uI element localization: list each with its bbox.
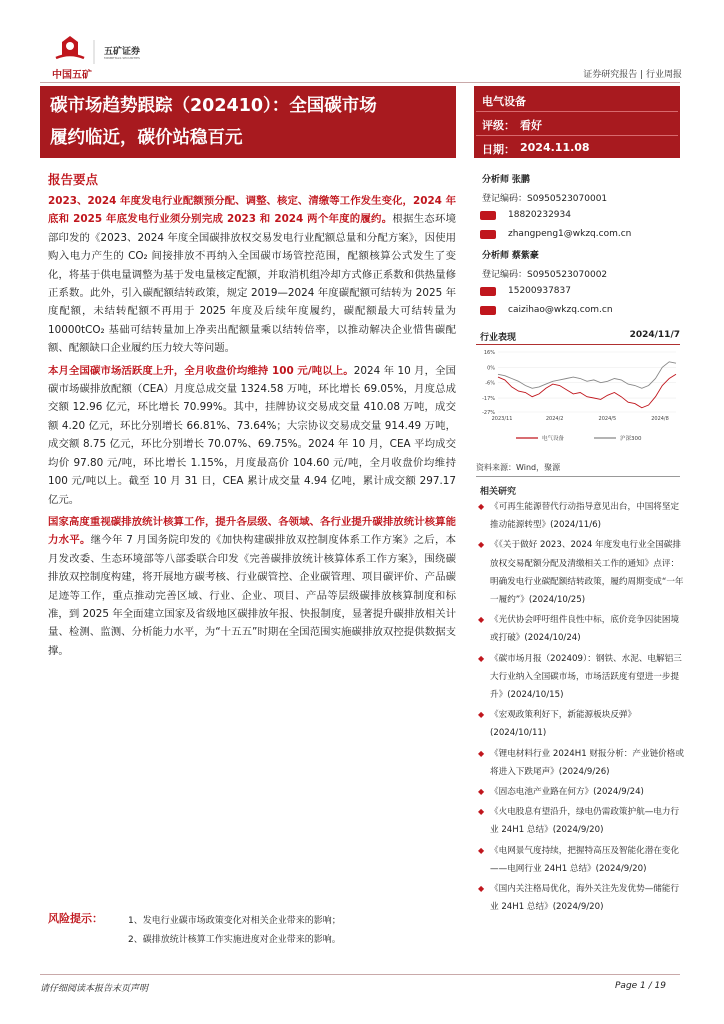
header-divider [40, 82, 680, 83]
y-tick-label: 0% [487, 365, 495, 372]
related-item-text: 《火电股息有望沿升，绿电仍需政策护航—电力行业 24H1 总结》(2024/9/20) [490, 807, 680, 836]
chart-top-rule [476, 344, 680, 345]
x-tick-label: 2024/2 [545, 416, 564, 422]
related-item[interactable] [478, 880, 684, 916]
related-item[interactable] [478, 803, 684, 839]
info-divider [476, 135, 678, 136]
x-tick-label: 2024/8 [651, 416, 669, 422]
summary-p1-text: 根据生态环境部印发的《2023、2024 年度全国碳排放权交易发电行业配额总量和分配方案》，因使用购入电力产生的 CO₂ 间接排放不再纳入全国碳市场管控范围，配额核算公式发生了变化，将基于供电量调整为基于发电量核定配额，并取消机组冷却方式修正系数和供热量修正系数。此外，引入碳配额结转政策，规定 2019—2024 年度碳配额可结转为 2025 年度配额，未结转配额不再用于 2025 年度及后续年度履约，碳配额最大可结转量为 10000tCO₂ 基础可结转量加上净卖出配额量乘以结转倍率，以推动解决企业惜售碳配额、配额缺口企业履约压力较大等问题。 [48, 213, 457, 355]
performance-chart [476, 346, 682, 456]
analyst-2-phone: 15200937837 [508, 286, 571, 296]
related-item[interactable] [478, 498, 684, 534]
report-title-line1: 碳市场趋势跟踪（202410）：全国碳市场 [50, 96, 377, 116]
footer-divider [40, 974, 680, 975]
analyst-2-name: 蔡紫豪 [511, 251, 539, 261]
analyst-2-title [482, 248, 539, 261]
summary-p2-text: 2024 年 10 月，全国碳市场碳排放配额（CEA）月度总成交量 1324.58 万吨，环比增长 69.05%，月度总成交额 12.96 亿元，环比增长 70.99%。其中，挂牌协议交易成交量 410.08 万吨，成交额 4.20 亿元，环比分别增长 66.81%、73.64%；大宗协议交易成交量 914.49 万吨，成交额 8.75 亿元，环比分别增长 70.07%、69.75%。2024 年 10 月，CEA 平均成交均价 97.80 元/吨，环比增长 1.15%，月度最高价 104.60 元/吨，全月收盘价均维持 100 元/吨以上。截至 10 月 31 日，CEA 累计成交量 4.94 亿吨，累计成交额 297.17 亿元。 [48, 364, 457, 506]
summary-paragraph [48, 192, 456, 358]
report-title-line2: 履约临近，碳价站稳百元 [50, 128, 243, 148]
x-tick-label: 2023/11 [491, 416, 513, 422]
related-item[interactable] [478, 611, 684, 647]
related-item-text: 《电网景气度持续，把握特高压及智能化潜在变化——电网行业 24H1 总结》(2024/9/20) [490, 845, 680, 874]
related-item[interactable] [478, 745, 684, 781]
related-item-text: 《国内关注格局优化，海外关注先发优势—储能行业 24H1 总结》(2024/9/20) [490, 884, 680, 913]
risk-item-2: 2、碳排放统计核算工作实施进度对企业带来的影响。 [128, 935, 341, 945]
analyst-2-label: 分析师 [482, 251, 510, 261]
related-item[interactable] [478, 706, 684, 742]
related-item-text: 《可再生能源替代行动指导意见出台，中国将坚定推动能源转型》(2024/11/6) [490, 502, 680, 531]
related-list [478, 498, 684, 918]
performance-title: 行业表现 [480, 333, 517, 343]
related-item[interactable] [478, 650, 684, 705]
report-category: 证券研究报告 | 行业周报 [583, 70, 682, 80]
series-line-index [498, 362, 676, 389]
info-divider [476, 111, 678, 112]
analyst-2-email[interactable]: caizihao@wkzq.com.cn [508, 305, 613, 315]
summary-paragraph [48, 513, 456, 660]
series-line-sector [498, 374, 676, 408]
phone-icon [480, 211, 496, 220]
bullet-icon: ◆ [478, 787, 485, 797]
analyst-1-name: 张鹏 [511, 175, 530, 185]
summary-heading: 报告要点 [48, 172, 99, 187]
related-item-text: 《《关于做好 2023、2024 年度发电行业全国碳排放权交易配额分配及清缴相关工作的通知》点评：明确发电行业碳配额结转政策，履约周期变成“一年一履约”》(2024/10/25) [490, 540, 684, 606]
x-tick-label: 2024/5 [598, 416, 617, 422]
bullet-icon: ◆ [478, 884, 485, 894]
related-item-text: 《宏观政策利好下，新能源板块反弹》(2024/10/11) [490, 710, 637, 739]
bullet-icon: ◆ [478, 807, 485, 817]
email-icon [480, 230, 496, 239]
summary-p1-bold: 2023、2024 年度发电行业配额预分配、调整、核定、清缴等工作发生变化，2024 年底和 2025 年底发电行业须分别完成 2023 和 2024 两个年度的履约。 [48, 195, 456, 226]
y-tick-label: 16% [483, 350, 495, 356]
related-item[interactable] [478, 536, 684, 609]
email-icon [480, 306, 496, 315]
related-item[interactable] [478, 783, 684, 801]
summary-body [48, 192, 456, 664]
rating-value: 看好 [520, 119, 542, 132]
risk-item-1: 1、发电行业碳市场政策变化对相关企业带来的影响； [128, 916, 341, 926]
risk-heading: 风险提示： [48, 912, 103, 925]
analyst-1-reg: 登记编码：S0950523070001 [482, 194, 608, 204]
sector: 电气设备 [482, 95, 526, 108]
bullet-icon: ◆ [478, 710, 485, 720]
date-label: 日期： [482, 143, 515, 156]
report-title [50, 90, 450, 154]
related-item-text: 《锂电材料行业 2024H1 财报分析：产业链价格或将进入下跌尾声》(2024/9/26) [490, 748, 684, 777]
summary-paragraph [48, 362, 456, 509]
summary-p3-text: 继今年 7 月国务院印发的《加快构建碳排放双控制度体系工作方案》之后，本月发改委、生态环境部等八部委联合印发《完善碳排放统计核算体系工作方案》，围绕碳排放双控制度构建，将开展地方碳考核、行业碳管控、企业碳管理、项目碳评价、产品碳足迹等工作，重点推动完善区域、行业、企业、项目、产品等层级碳排放核算制度和标准，到 2025 年全面建立国家及省级地区碳排放年报、快报制度，显著提升碳排放相关计量、检测、监测、分析能力水平，为“十五五”时期在全国范围实施碳排放双控提供数据支撑。 [48, 534, 457, 657]
analyst-1-title [482, 172, 530, 185]
y-tick-label: -27% [482, 410, 495, 416]
analyst-1-email[interactable]: zhangpeng1@wkzq.com.cn [508, 229, 632, 239]
company-name: 中国五矿 [52, 70, 92, 81]
legend-label: 沪深300 [620, 436, 642, 442]
bullet-icon: ◆ [478, 615, 485, 625]
related-item-text: 《固态电池产业路在何方》(2024/9/24) [490, 787, 644, 798]
bullet-icon: ◆ [478, 748, 485, 758]
y-tick-label: -17% [482, 396, 495, 403]
page-number: Page 1 / 19 [615, 981, 666, 991]
y-tick-label: -6% [485, 380, 495, 387]
summary-p2-bold: 本月全国碳市场活跃度上升，全月收盘价均维持 100 元/吨以上。 [48, 364, 354, 377]
related-item[interactable] [478, 842, 684, 878]
legend-label: 电气设备 [542, 436, 565, 442]
related-item-text: 《光伏协会呼吁组件良性中标，底价竞争囚徒困境或打破》(2024/10/24) [490, 615, 680, 644]
date-value: 2024.11.08 [520, 141, 590, 154]
analyst-1-phone: 18820232934 [508, 210, 571, 220]
summary-p3-bold: 国家高度重视碳排放统计核算工作，提升各层级、各领域、各行业提升碳排放统计核算能力水平。 [48, 515, 456, 547]
performance-date: 2024/11/7 [629, 330, 680, 340]
source-divider [476, 476, 680, 477]
analyst-2-reg: 登记编码：S0950523070002 [482, 270, 608, 280]
bullet-icon: ◆ [478, 653, 485, 663]
footer-disclaimer[interactable]: 请仔细阅读本报告末页声明 [40, 984, 149, 994]
date-row [482, 141, 590, 157]
securities-name-en: MINMETALS SECURITIES [104, 56, 140, 60]
related-heading: 相关研究 [480, 487, 517, 497]
rating-row [482, 117, 542, 133]
phone-icon [480, 287, 496, 296]
bullet-icon: ◆ [478, 502, 485, 511]
analyst-1-label: 分析师 [482, 175, 510, 185]
rating-label: 评级： [482, 119, 515, 132]
securities-name: 五矿证券 [104, 47, 141, 57]
related-item-text: 《碳市场月报（202409）：钢铁、水泥、电解铝三大行业纳入全国碳市场，市场活跃度有望进一步提升》(2024/10/15) [490, 653, 682, 701]
chart-source: 资料来源：Wind，聚源 [476, 463, 561, 472]
bullet-icon: ◆ [478, 540, 485, 550]
bullet-icon: ◆ [478, 845, 485, 855]
